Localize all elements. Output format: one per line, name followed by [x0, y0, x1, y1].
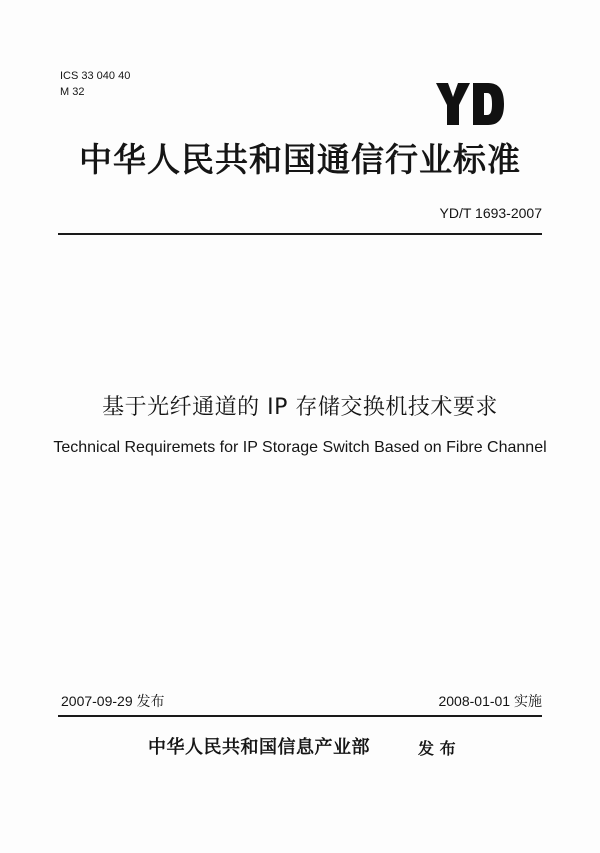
ics-code: ICS 33 040 40 [60, 70, 131, 82]
issuing-label: 发 布 [418, 739, 456, 758]
footer-divider [58, 715, 542, 717]
yd-logo [436, 83, 504, 125]
issuing-authority: 中华人民共和国信息产业部 [148, 737, 370, 758]
issue-date: 2007-09-29 发布 [61, 693, 165, 709]
implementation-date: 2008-01-01 实施 [438, 693, 542, 709]
header-divider [58, 233, 542, 235]
document-title-english: Technical Requiremets for IP Storage Switch Based on Fibre Channel [53, 439, 547, 456]
standard-type-title: 中华人民共和国通信行业标准 [79, 140, 521, 179]
document-title-chinese: 基于光纤通道的 IP 存储交换机技术要求 [102, 395, 498, 420]
standard-number: YD/T 1693-2007 [439, 205, 542, 221]
classification-code: M 32 [60, 86, 85, 98]
